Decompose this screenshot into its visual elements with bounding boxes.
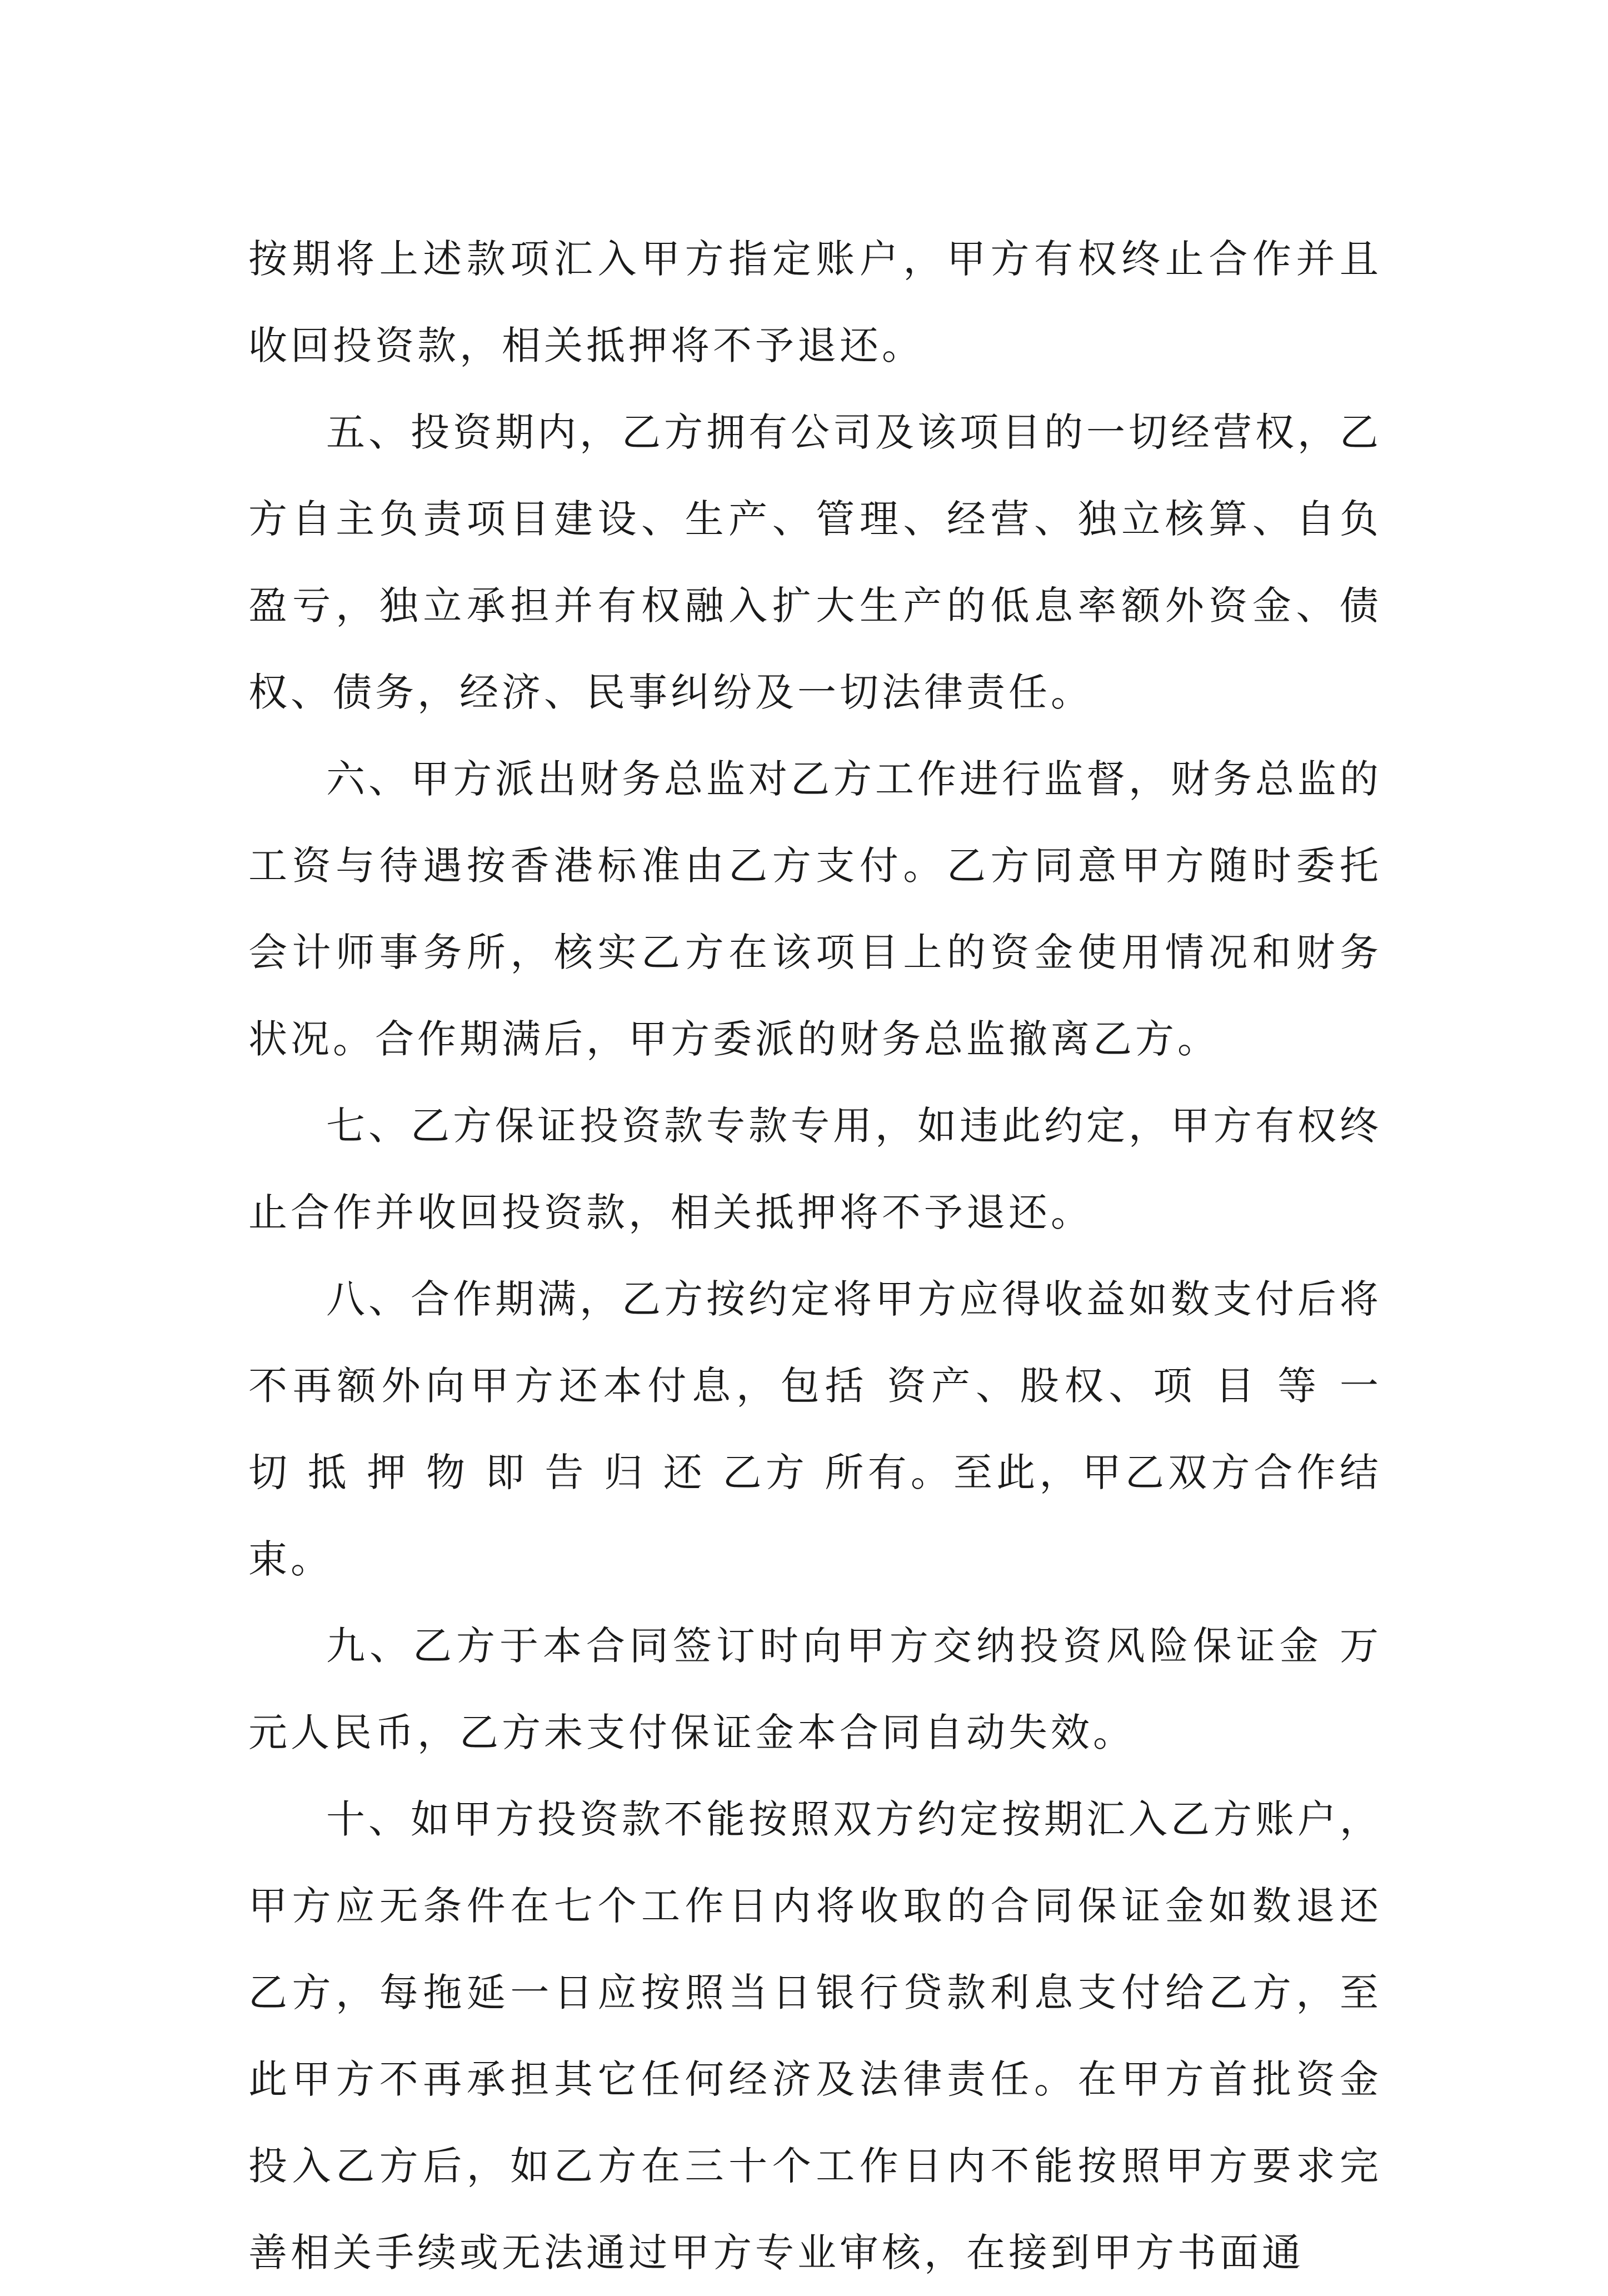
document-body <box>248 216 1398 2296</box>
paragraph-continued: 按期将上述款项汇入甲方指定账户，甲方有权终止合作并且收回投资款，相关抵押将不予退还。 <box>248 236 1382 368</box>
clause-10-paragraph: 十、如甲方投资款不能按照双方约定按期汇入乙方账户，甲方应无条件在七个工作日内将收取的合同保证金如数退还乙方，每拖延一日应按照当日银行贷款利息支付给乙方，至此甲方不再承担其它任何经济及法律责任。在甲方首批资金投入乙方后，如乙方在三十个工作日内不能按照甲方要求完善相关手续或无法通过甲方专业审核，在接到甲方书面通 <box>248 1796 1382 2275</box>
clause-6-paragraph: 六、甲方派出财务总监对乙方工作进行监督，财务总监的工资与待遇按香港标准由乙方支付。乙方同意甲方随时委托会计师事务所，核实乙方在该项目上的资金使用情况和财务状况。合作期满后，甲方委派的财务总监撤离乙方。 <box>248 756 1382 1062</box>
clause-9-paragraph: 九、乙方于本合同签订时向甲方交纳投资风险保证金 万元人民币，乙方未支付保证金本合同自动失效。 <box>248 1623 1382 1755</box>
clause-5-paragraph: 五、投资期内，乙方拥有公司及该项目的一切经营权，乙方自主负责项目建设、生产、管理、经营、独立核算、自负盈亏，独立承担并有权融入扩大生产的低息率额外资金、债权、债务，经济、民事纠纷及一切法律责任。 <box>248 410 1382 715</box>
clause-7-paragraph: 七、乙方保证投资款专款专用，如违此约定，甲方有权终止合作并收回投资款，相关抵押将不予退还。 <box>248 1103 1382 1235</box>
clause-8-paragraph: 八、合作期满，乙方按约定将甲方应得收益如数支付后将不再额外向甲方还本付息，包括 资产、股权、项 目 等 一 切 抵 押 物 即 告 归 还 乙方 所有。至此，甲乙双方合作结束。 <box>248 1276 1398 1582</box>
